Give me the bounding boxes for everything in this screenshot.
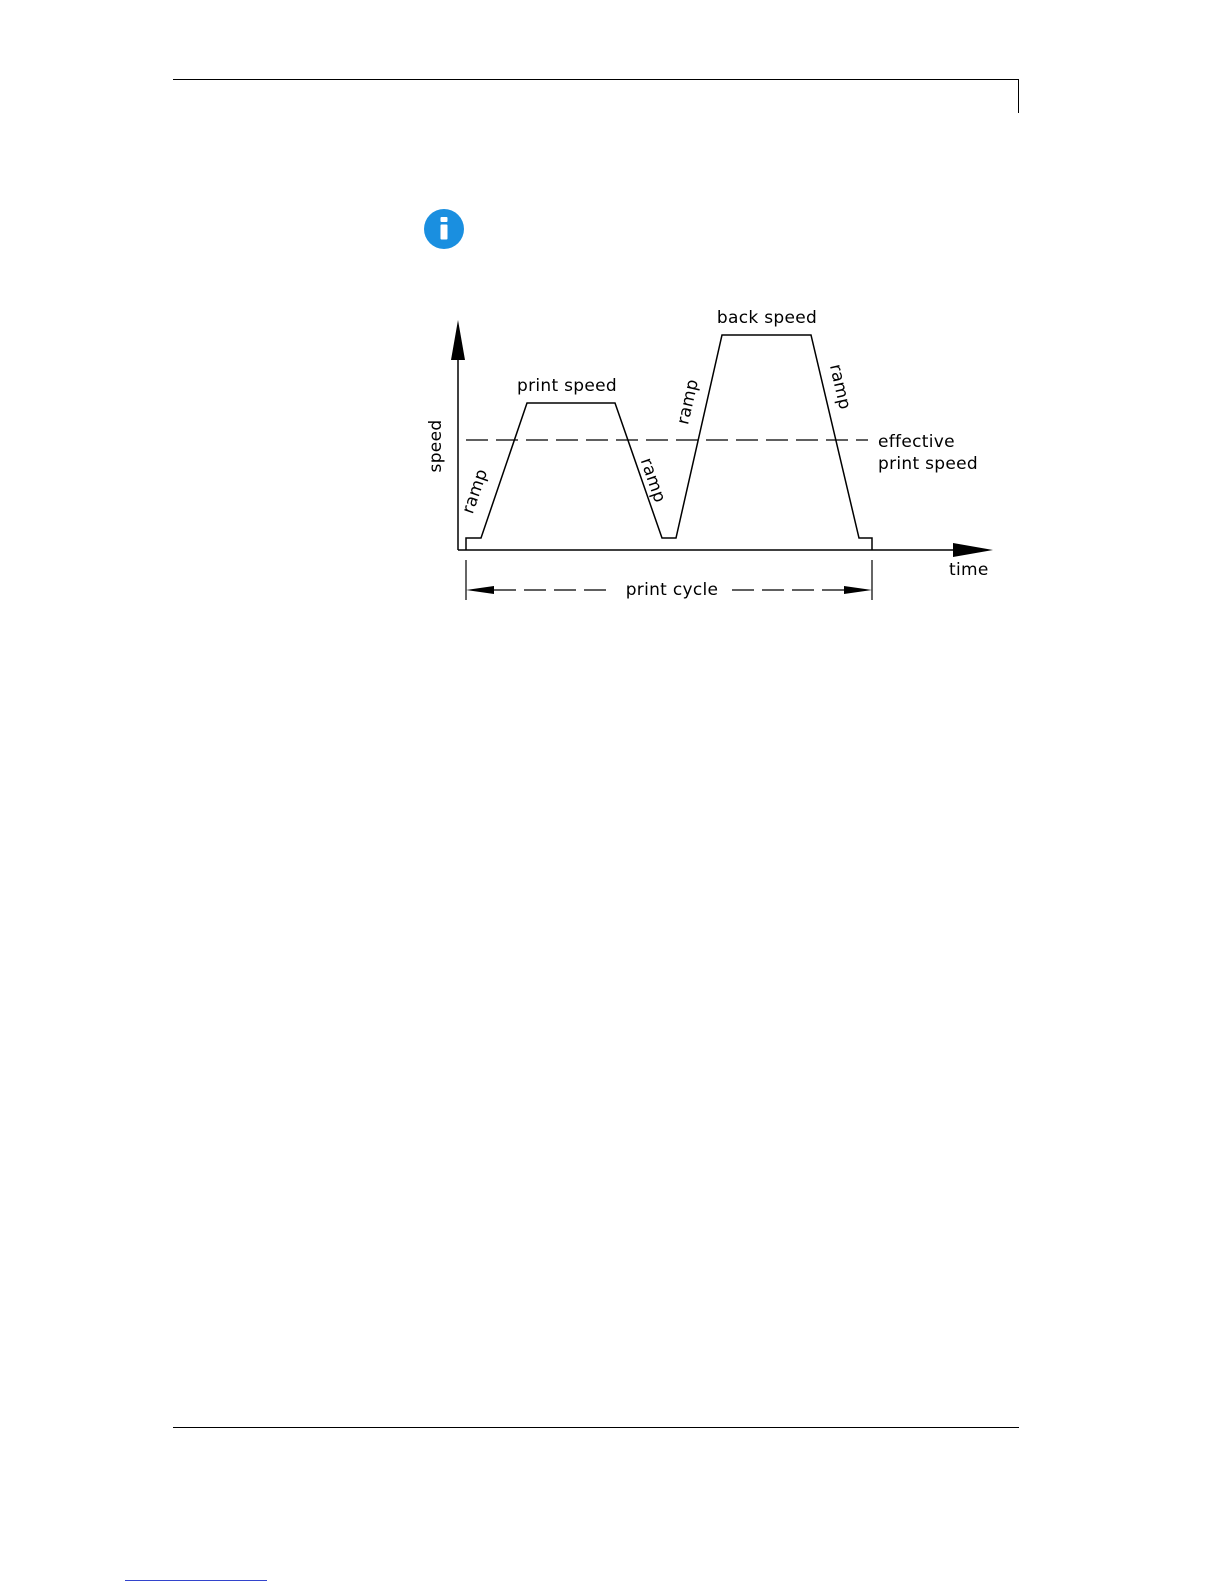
effective-label-line1: effective [878,432,955,452]
cycle-right-arrow [844,586,872,594]
y-axis-arrow [451,320,465,360]
ramp-label-up-2: ramp [673,377,704,427]
y-axis-label: speed [426,419,446,473]
ramp-label-down-2: ramp [824,362,855,412]
back-speed-label: back speed [716,308,818,328]
speed-profile [466,335,872,550]
print-cycle-label: print cycle [625,580,719,600]
print-speed-label: print speed [516,376,618,396]
x-axis-arrow [953,543,993,557]
effective-label-line2: print speed [878,454,979,474]
footer-rule [173,1427,1019,1428]
ramp-label-up-1: ramp [458,466,493,517]
footer-link-underline[interactable] [125,1580,267,1581]
x-axis-label: time [949,560,989,580]
cycle-left-arrow [466,586,494,594]
ramp-label-down-1: ramp [635,455,670,506]
